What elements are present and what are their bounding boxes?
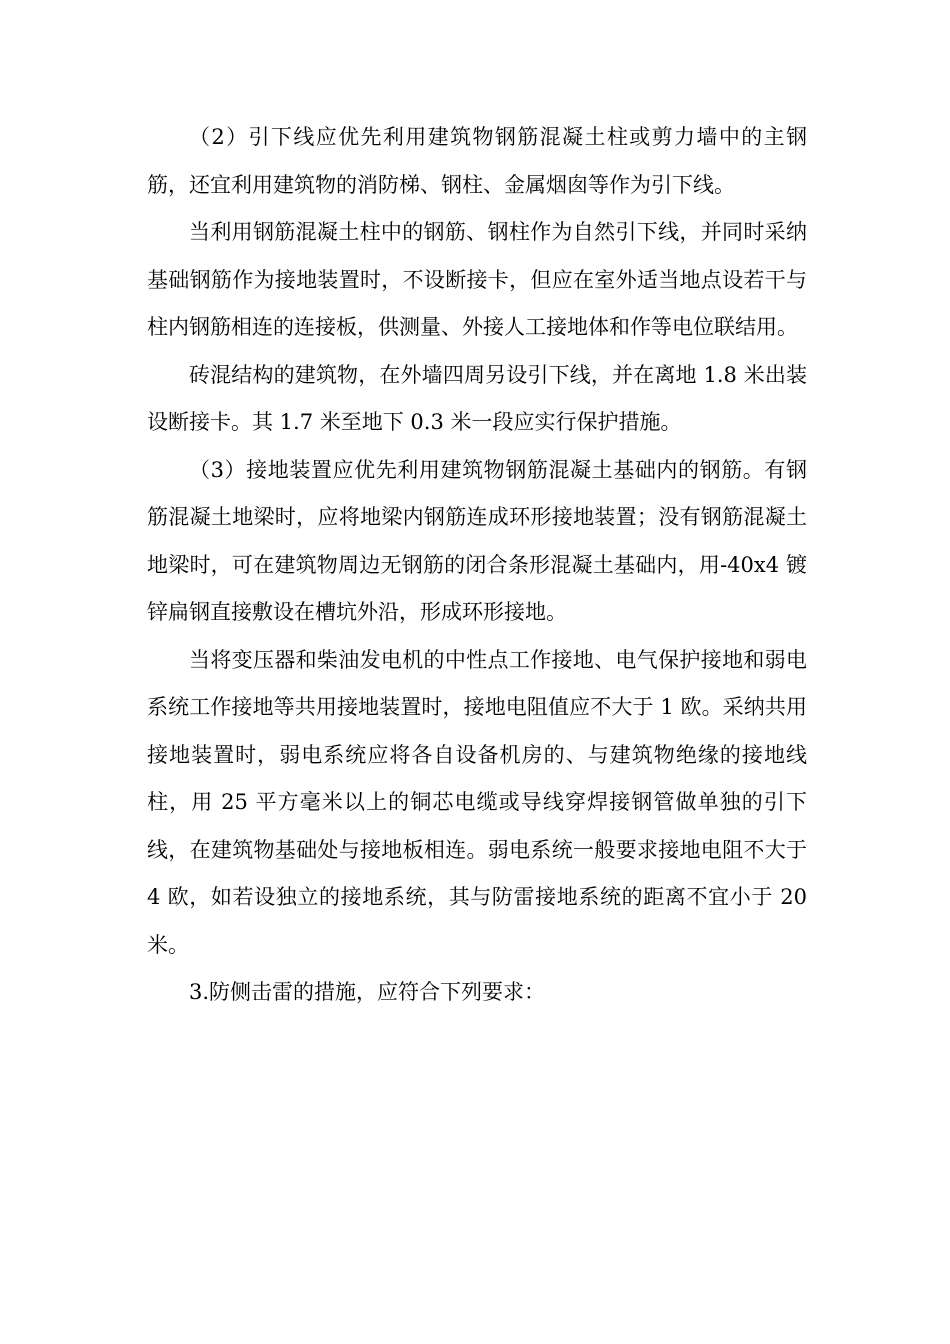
- paragraph-shared-grounding: 当将变压器和柴油发电机的中性点工作接地、电气保护接地和弱电系统工作接地等共用接地装置时，接地电阻值应不大于 1 欧。采纳共用接地装置时，弱电系统应将各自设备机房的、与建筑物绝缘的接地线柱，用 25 平方毫米以上的铜芯电缆或导线穿焊接钢管做单独的引下线，在建筑物基础处与接地板相连。弱电系统一般要求接地电阻不大于 4 欧，如若设独立的接地系统，其与防雷接地系统的距离不宜小于 20 米。: [147, 647, 807, 957]
- paragraph-grounding-device: （3）接地装置应优先利用建筑物钢筋混凝土基础内的钢筋。有钢筋混凝土地梁时，应将地梁内钢筋连成环形接地装置；没有钢筋混凝土地梁时，可在建筑物周边无钢筋的闭合条形混凝土基础内，用-40x4 镀锌扁钢直接敷设在槽坑外沿，形成环形接地。: [147, 457, 807, 624]
- paragraph-brick-structure: 砖混结构的建筑物，在外墙四周另设引下线，并在离地 1.8 米出装设断接卡。其 1.7 米至地下 0.3 米一段应实行保护措施。: [147, 362, 807, 434]
- document-body: [147, 114, 807, 1017]
- paragraph-side-strike-heading: 3.防侧击雷的措施，应符合下列要求：: [189, 980, 546, 1004]
- paragraph-natural-down-conductor: 当利用钢筋混凝土柱中的钢筋、钢柱作为自然引下线，并同时采纳基础钢筋作为接地装置时，不设断接卡，但应在室外适当地点设若干与柱内钢筋相连的连接板，供测量、外接人工接地体和作等电位联结用。: [147, 220, 807, 339]
- paragraph-down-conductor: （2）引下线应优先利用建筑物钢筋混凝土柱或剪力墙中的主钢筋，还宜利用建筑物的消防梯、钢柱、金属烟囱等作为引下线。: [147, 125, 807, 197]
